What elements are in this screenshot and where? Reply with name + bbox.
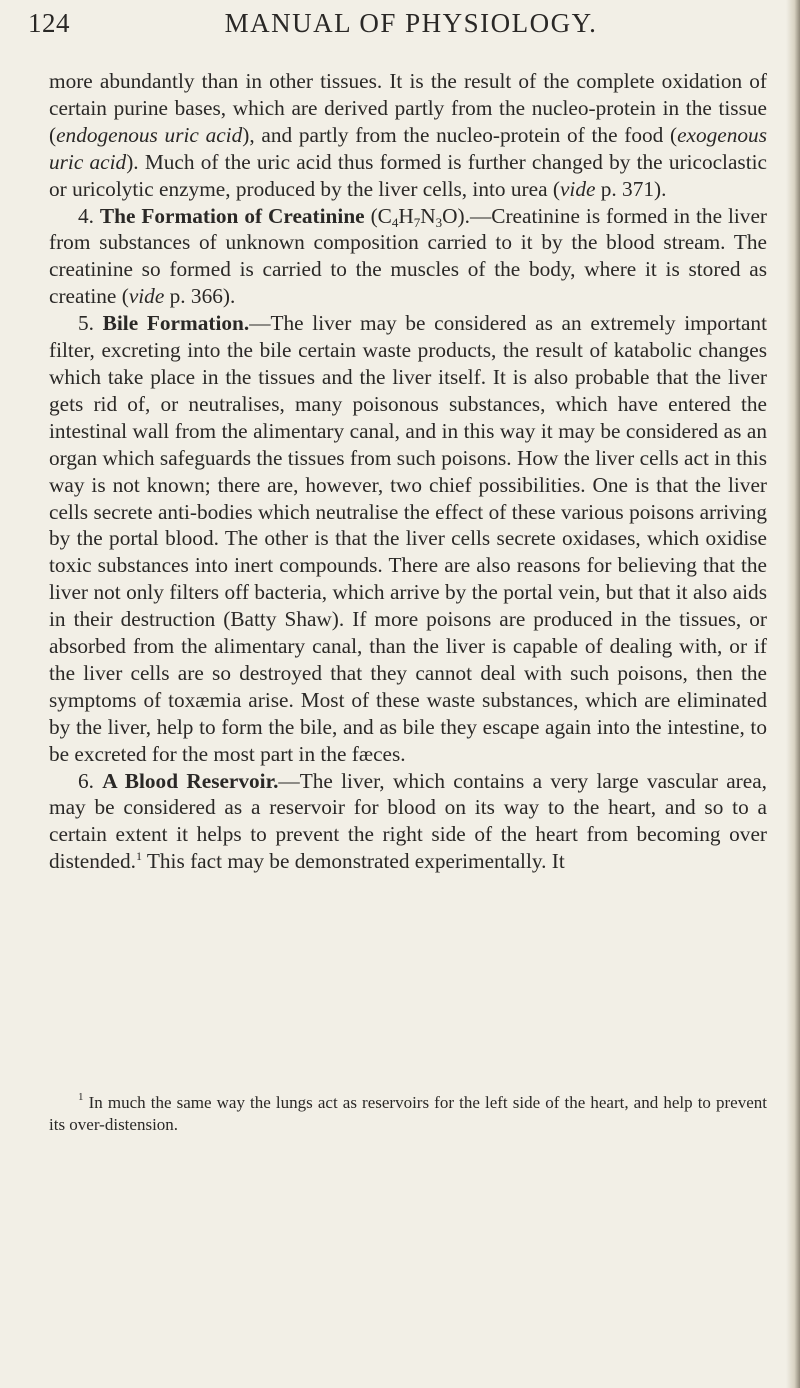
text-run: —The liver may be considered as an extremely important filter, excreting into the bile certain waste products, the result of katabolic changes which take place in the tissues and the liver itself. It is also probable that the liver gets rid of, or neutralises, many poisonous substances, which have entered the intestinal wall from the alimentary canal, and in this way it may be considered as an organ which safeguards the tissues from such poisons. How the liver cells act in this way is not known; there are, however, two chief possibilities. One is that the liver cells secrete anti-bodies which neutralise the effect of these various poisons arriving by the portal blood. The other is that the liver cells secrete oxidases, which oxidise toxic substances into inert compounds. There are also reasons for believing that the liver not only filters off bacteria, which arrive by the portal vein, but that it also aids in their destruction (Batty Shaw). If more poisons are produced in the tissues, or absorbed from the alimentary canal, than the liver is capable of dealing with, or if the liver cells are so destroyed that they cannot deal with such poisons, then the symptoms of toxæmia arise. Most of these waste substances, which are eliminated by the liver, help to form the bile, and as bile they escape again into the intestine, to be excreted for the most part in the fæces.	[49, 311, 767, 766]
section-number: 5.	[78, 311, 103, 336]
running-title: MANUAL OF PHYSIOLOGY.	[224, 8, 598, 38]
italic-term: exogenous uric acid	[49, 122, 767, 174]
footnote-reference: 1	[135, 849, 142, 864]
text-run: p. 366).	[164, 284, 236, 309]
section-number: 4.	[78, 203, 100, 228]
text-run: p. 371).	[595, 176, 667, 201]
section-heading: Bile Formation.	[102, 311, 250, 336]
text-run: ). Much of the uric acid thus formed is further changed by the uricoclastic or uricolytic enzyme, produced by the liver cells, into urea (	[49, 149, 767, 201]
footnote-text: In much the same way the lungs act as reservoirs for the left side of the heart, and help to prevent its over-distension.	[49, 1093, 767, 1134]
chemical-formula: $(C_4H_7N_3O)$.	[364, 203, 470, 230]
paragraph-creatinine	[49, 203, 767, 311]
section-heading: A Blood Reservoir.	[102, 768, 279, 793]
paragraph-uric-acid	[49, 68, 767, 203]
page-edge-shadow	[786, 0, 800, 1388]
book-page	[28, 0, 767, 1388]
text-run: This fact may be demonstrated experimentally. It	[141, 849, 565, 874]
paragraph-blood-reservoir	[49, 768, 767, 876]
text-run: ), and partly from the nucleo-protein of the food (	[242, 122, 678, 147]
italic-term: vide	[559, 176, 596, 201]
italic-term: vide	[128, 284, 165, 309]
text-run: —The liver, which contains a very large vascular area, may be considered as a reservoir for blood on its way to the heart, and so to a certain extent it helps to prevent the right side of the heart from becoming over distended.	[49, 768, 767, 874]
section-heading: The Formation of Creatinine	[99, 203, 365, 228]
footnote	[49, 1092, 767, 1136]
italic-term: endogenous uric acid	[56, 122, 243, 147]
paragraph-bile-formation	[49, 310, 767, 767]
text-run: —Creatinine is formed in the liver from substances of unknown composition carried to it by the blood stream. The creatinine so formed is carried to the muscles of the body, where it is stored as creatine (	[49, 203, 767, 309]
section-number: 6.	[78, 768, 103, 793]
footnote-marker: 1	[78, 1091, 84, 1103]
page-number: 124	[28, 8, 70, 38]
page-header	[28, 6, 767, 50]
text-run: more abundantly than in other tissues. It is the result of the complete oxidation of certain purine bases, which are derived partly from the nucleo-protein in the tissue (	[49, 69, 767, 147]
page-body	[49, 68, 767, 875]
